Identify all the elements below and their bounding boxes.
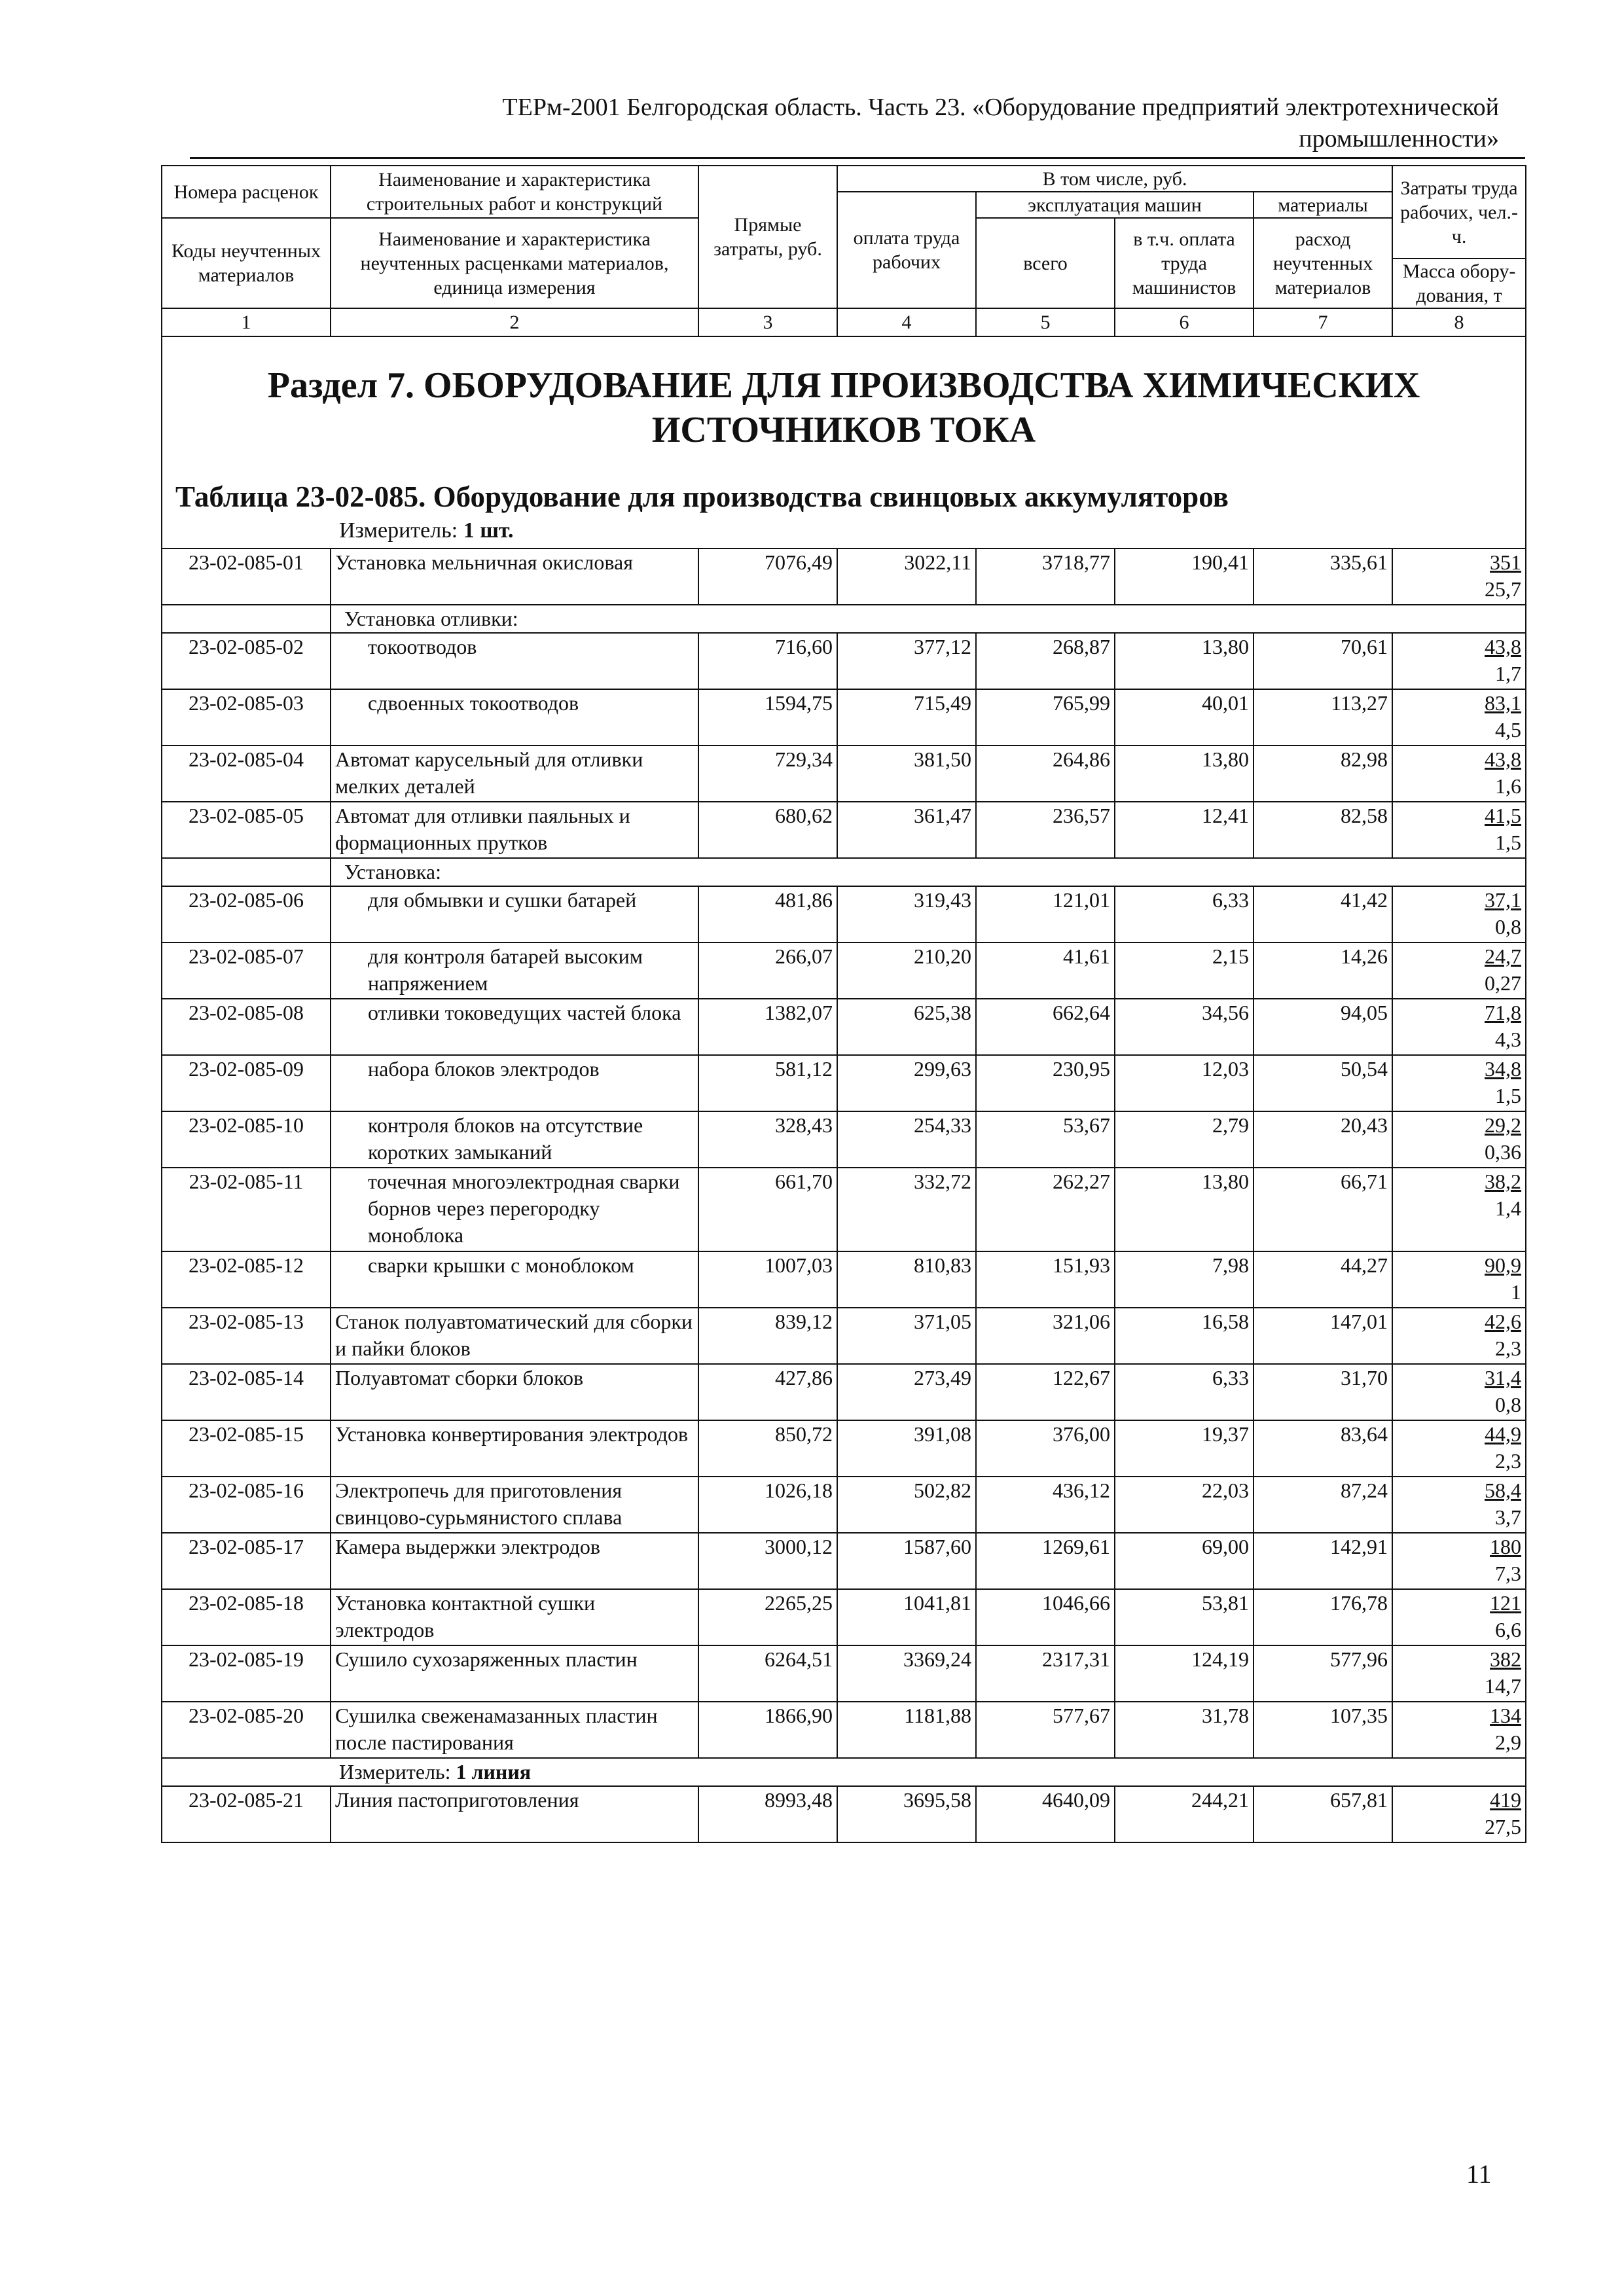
driver-pay: 40,01 [1115, 689, 1254, 745]
table-row [162, 1786, 1526, 1842]
equipment-mass: 2,9 [1495, 1731, 1522, 1754]
col-header-equipment-mass: Масса обору-дования, т [1392, 259, 1526, 308]
rate-name: сдвоенных токоотводов [331, 689, 698, 745]
col-number: 5 [976, 308, 1115, 336]
section-title: Раздел 7. ОБОРУДОВАНИЕ ДЛЯ ПРОИЗВОДСТВА ХИМИЧЕСКИХ ИСТОЧНИКОВ ТОКА [267, 365, 1420, 450]
hours-mass-cell [1392, 1645, 1526, 1702]
running-header-line2: промышленности» [1299, 125, 1499, 152]
materials-cost: 142,91 [1254, 1533, 1392, 1589]
machines-total: 1046,66 [976, 1589, 1115, 1645]
rate-name: Установка конвертирования электродов [331, 1420, 698, 1477]
col-number: 1 [162, 308, 331, 336]
direct-costs: 716,60 [698, 633, 837, 689]
rate-code: 23-02-085-05 [162, 802, 331, 858]
rate-name: точечная многоэлектродная сварки борнов через перегородку моноблока [331, 1168, 698, 1251]
driver-pay: 19,37 [1115, 1420, 1254, 1477]
equipment-mass: 0,8 [1495, 915, 1522, 939]
col-number: 6 [1115, 308, 1254, 336]
table-row [162, 886, 1526, 942]
rate-name: токоотводов [331, 633, 698, 689]
equipment-mass: 4,5 [1495, 718, 1522, 742]
unit-value: 1 шт. [463, 518, 514, 543]
materials-cost: 82,98 [1254, 745, 1392, 802]
equipment-mass: 1,5 [1495, 831, 1522, 854]
labor-hours: 34,8 [1485, 1057, 1522, 1081]
subheading-spacer [162, 605, 331, 633]
driver-pay: 2,79 [1115, 1111, 1254, 1168]
materials-cost: 335,61 [1254, 548, 1392, 605]
machines-total: 2317,31 [976, 1645, 1115, 1702]
equipment-mass: 1,4 [1495, 1196, 1522, 1220]
equipment-mass: 0,27 [1485, 971, 1522, 995]
materials-cost: 66,71 [1254, 1168, 1392, 1251]
labor-hours: 24,7 [1485, 944, 1522, 968]
direct-costs: 1382,07 [698, 999, 837, 1055]
labor-hours: 351 [1490, 550, 1522, 574]
equipment-mass: 2,3 [1495, 1449, 1522, 1473]
hours-mass-cell [1392, 1111, 1526, 1168]
machines-total: 53,67 [976, 1111, 1115, 1168]
rate-name: Полуавтомат сборки блоков [331, 1364, 698, 1420]
worker-pay: 273,49 [837, 1364, 976, 1420]
labor-hours: 41,5 [1485, 804, 1522, 827]
materials-cost: 82,58 [1254, 802, 1392, 858]
unit-line [162, 511, 1525, 548]
direct-costs: 6264,51 [698, 1645, 837, 1702]
direct-costs: 661,70 [698, 1168, 837, 1251]
worker-pay: 319,43 [837, 886, 976, 942]
table-row [162, 999, 1526, 1055]
materials-cost: 70,61 [1254, 633, 1392, 689]
unit-value: 1 линия [456, 1760, 532, 1784]
hours-mass-cell [1392, 1420, 1526, 1477]
direct-costs: 680,62 [698, 802, 837, 858]
materials-cost: 20,43 [1254, 1111, 1392, 1168]
driver-pay: 12,03 [1115, 1055, 1254, 1111]
worker-pay: 1041,81 [837, 1589, 976, 1645]
rate-name: сварки крышки с моноблоком [331, 1251, 698, 1308]
rate-code: 23-02-085-12 [162, 1251, 331, 1308]
page-number: 11 [1466, 2159, 1492, 2189]
subheading-install: Установка: [331, 858, 1526, 886]
table-row [162, 745, 1526, 802]
materials-cost: 83,64 [1254, 1420, 1392, 1477]
direct-costs: 266,07 [698, 942, 837, 999]
table-row [162, 1533, 1526, 1589]
labor-hours: 58,4 [1485, 1479, 1522, 1502]
materials-cost: 94,05 [1254, 999, 1392, 1055]
hours-mass-cell [1392, 548, 1526, 605]
direct-costs: 328,43 [698, 1111, 837, 1168]
driver-pay: 13,80 [1115, 633, 1254, 689]
labor-hours: 90,9 [1485, 1253, 1522, 1277]
rate-name: Установка мельничная окисловая [331, 548, 698, 605]
rate-code: 23-02-085-19 [162, 1645, 331, 1702]
labor-hours: 37,1 [1485, 888, 1522, 912]
materials-cost: 147,01 [1254, 1308, 1392, 1364]
equipment-mass: 7,3 [1495, 1562, 1522, 1585]
rate-code: 23-02-085-16 [162, 1477, 331, 1533]
rate-name: отливки токоведущих частей блока [331, 999, 698, 1055]
table-body [162, 548, 1526, 1842]
col-header-direct-costs: Прямые затраты, руб. [698, 166, 837, 308]
direct-costs: 850,72 [698, 1420, 837, 1477]
labor-hours: 83,1 [1485, 691, 1522, 715]
equipment-mass: 1 [1511, 1280, 1522, 1304]
labor-hours: 44,9 [1485, 1422, 1522, 1446]
worker-pay: 332,72 [837, 1168, 976, 1251]
rate-name: Камера выдержки электродов [331, 1533, 698, 1589]
rate-name: Станок полуавтоматический для сборки и пайки блоков [331, 1308, 698, 1364]
col-number: 4 [837, 308, 976, 336]
rate-code: 23-02-085-02 [162, 633, 331, 689]
table-row [162, 1420, 1526, 1477]
driver-pay: 53,81 [1115, 1589, 1254, 1645]
labor-hours: 38,2 [1485, 1170, 1522, 1193]
table-row [162, 1308, 1526, 1364]
subheading-row [162, 858, 1526, 886]
col-header-material-names: Наименование и характеристика неучтенных расценками материалов, единица измерения [331, 218, 698, 308]
direct-costs: 1007,03 [698, 1251, 837, 1308]
table-row [162, 689, 1526, 745]
labor-hours: 134 [1490, 1704, 1522, 1727]
hours-mass-cell [1392, 1477, 1526, 1533]
rate-code: 23-02-085-10 [162, 1111, 331, 1168]
col-number: 8 [1392, 308, 1526, 336]
machines-total: 230,95 [976, 1055, 1115, 1111]
col-number: 7 [1254, 308, 1392, 336]
driver-pay: 190,41 [1115, 548, 1254, 605]
rate-name: Сушилка свеженамазанных пластин после пастирования [331, 1702, 698, 1758]
hours-mass-cell [1392, 942, 1526, 999]
subheading-casting: Установка отливки: [331, 605, 1526, 633]
driver-pay: 34,56 [1115, 999, 1254, 1055]
subheading-row [162, 605, 1526, 633]
labor-hours: 42,6 [1485, 1310, 1522, 1333]
rate-name: Сушило сухозаряженных пластин [331, 1645, 698, 1702]
hours-mass-cell [1392, 1786, 1526, 1842]
equipment-mass: 4,3 [1495, 1028, 1522, 1051]
worker-pay: 371,05 [837, 1308, 976, 1364]
rate-name: Линия пастоприготовления [331, 1786, 698, 1842]
subheading-spacer [162, 858, 331, 886]
col-header-rate-numbers: Номера расценок [162, 166, 331, 218]
driver-pay: 13,80 [1115, 745, 1254, 802]
machines-total: 376,00 [976, 1420, 1115, 1477]
direct-costs: 581,12 [698, 1055, 837, 1111]
labor-hours: 31,4 [1485, 1366, 1522, 1390]
hours-mass-cell [1392, 1251, 1526, 1308]
direct-costs: 839,12 [698, 1308, 837, 1364]
hours-mass-cell [1392, 1308, 1526, 1364]
direct-costs: 2265,25 [698, 1589, 837, 1645]
driver-pay: 6,33 [1115, 1364, 1254, 1420]
table-row [162, 1364, 1526, 1420]
table-row [162, 802, 1526, 858]
worker-pay: 3022,11 [837, 548, 976, 605]
hours-mass-cell [1392, 1055, 1526, 1111]
hours-mass-cell [1392, 802, 1526, 858]
labor-hours: 382 [1490, 1647, 1522, 1671]
rate-code: 23-02-085-21 [162, 1786, 331, 1842]
worker-pay: 1587,60 [837, 1533, 976, 1589]
worker-pay: 210,20 [837, 942, 976, 999]
materials-cost: 44,27 [1254, 1251, 1392, 1308]
labor-hours: 419 [1490, 1788, 1522, 1812]
equipment-mass: 0,36 [1485, 1140, 1522, 1164]
rate-name: Автомат для отливки паяльных и формационных прутков [331, 802, 698, 858]
table-row [162, 548, 1526, 605]
equipment-mass: 1,7 [1495, 662, 1522, 685]
worker-pay: 254,33 [837, 1111, 976, 1168]
labor-hours: 180 [1490, 1535, 1522, 1558]
running-header [190, 92, 1499, 154]
hours-mass-cell [1392, 1589, 1526, 1645]
hours-mass-cell [1392, 1702, 1526, 1758]
worker-pay: 3695,58 [837, 1786, 976, 1842]
col-number: 2 [331, 308, 698, 336]
hours-mass-cell [1392, 745, 1526, 802]
worker-pay: 391,08 [837, 1420, 976, 1477]
worker-pay: 377,12 [837, 633, 976, 689]
rate-code: 23-02-085-14 [162, 1364, 331, 1420]
col-header-machines: эксплуатация машин [976, 192, 1254, 218]
table-row [162, 1111, 1526, 1168]
rates-table [161, 165, 1526, 1843]
hours-mass-cell [1392, 633, 1526, 689]
machines-total: 662,64 [976, 999, 1115, 1055]
direct-costs: 8993,48 [698, 1786, 837, 1842]
rate-name: Автомат карусельный для отливки мелких деталей [331, 745, 698, 802]
table-row [162, 1645, 1526, 1702]
direct-costs: 3000,12 [698, 1533, 837, 1589]
machines-total: 321,06 [976, 1308, 1115, 1364]
machines-total: 436,12 [976, 1477, 1115, 1533]
equipment-mass: 27,5 [1485, 1815, 1522, 1839]
direct-costs: 427,86 [698, 1364, 837, 1420]
hours-mass-cell [1392, 689, 1526, 745]
driver-pay: 244,21 [1115, 1786, 1254, 1842]
rate-code: 23-02-085-15 [162, 1420, 331, 1477]
driver-pay: 16,58 [1115, 1308, 1254, 1364]
rate-name: набора блоков электродов [331, 1055, 698, 1111]
materials-cost: 14,26 [1254, 942, 1392, 999]
driver-pay: 124,19 [1115, 1645, 1254, 1702]
machines-total: 262,27 [976, 1168, 1115, 1251]
direct-costs: 1026,18 [698, 1477, 837, 1533]
section-heading-cell [162, 336, 1526, 548]
worker-pay: 381,50 [837, 745, 976, 802]
rate-code: 23-02-085-01 [162, 548, 331, 605]
worker-pay: 361,47 [837, 802, 976, 858]
worker-pay: 502,82 [837, 1477, 976, 1533]
direct-costs: 1594,75 [698, 689, 837, 745]
worker-pay: 3369,24 [837, 1645, 976, 1702]
table-row [162, 942, 1526, 999]
col-header-material-codes: Коды неучтенных материалов [162, 218, 331, 308]
hours-mass-cell [1392, 1533, 1526, 1589]
driver-pay: 6,33 [1115, 886, 1254, 942]
rate-code: 23-02-085-08 [162, 999, 331, 1055]
machines-total: 236,57 [976, 802, 1115, 858]
col-header-machines-total: всего [976, 218, 1115, 308]
table-title: Таблица 23-02-085. Оборудование для производства свинцовых аккумуляторов [175, 480, 1229, 513]
rate-code: 23-02-085-11 [162, 1168, 331, 1251]
rate-code: 23-02-085-04 [162, 745, 331, 802]
running-header-line1: ТЕРм-2001 Белгородская область. Часть 23. «Оборудование предприятий электротехнической [502, 94, 1499, 121]
col-header-including: В том числе, руб. [837, 166, 1392, 192]
labor-hours: 43,8 [1485, 747, 1522, 771]
rate-code: 23-02-085-18 [162, 1589, 331, 1645]
driver-pay: 7,98 [1115, 1251, 1254, 1308]
materials-cost: 50,54 [1254, 1055, 1392, 1111]
driver-pay: 69,00 [1115, 1533, 1254, 1589]
materials-cost: 176,78 [1254, 1589, 1392, 1645]
rate-code: 23-02-085-20 [162, 1702, 331, 1758]
machines-total: 577,67 [976, 1702, 1115, 1758]
driver-pay: 31,78 [1115, 1702, 1254, 1758]
driver-pay: 12,41 [1115, 802, 1254, 858]
rate-name: Установка контактной сушки электродов [331, 1589, 698, 1645]
rate-code: 23-02-085-03 [162, 689, 331, 745]
driver-pay: 22,03 [1115, 1477, 1254, 1533]
materials-cost: 41,42 [1254, 886, 1392, 942]
machines-total: 41,61 [976, 942, 1115, 999]
driver-pay: 13,80 [1115, 1168, 1254, 1251]
rate-code: 23-02-085-09 [162, 1055, 331, 1111]
machines-total: 151,93 [976, 1251, 1115, 1308]
equipment-mass: 1,5 [1495, 1084, 1522, 1107]
rate-name: для обмывки и сушки батарей [331, 886, 698, 942]
equipment-mass: 0,8 [1495, 1393, 1522, 1416]
unit-label: Измеритель: [339, 518, 458, 543]
worker-pay: 625,38 [837, 999, 976, 1055]
header-rule [190, 157, 1525, 159]
col-header-driver-pay: в т.ч. оплата труда машинистов [1115, 218, 1254, 308]
unit-line [162, 1758, 1526, 1786]
hours-mass-cell [1392, 886, 1526, 942]
col-header-unaccounted-materials: расход неучтенных материалов [1254, 218, 1392, 308]
machines-total: 121,01 [976, 886, 1115, 942]
materials-cost: 657,81 [1254, 1786, 1392, 1842]
materials-cost: 107,35 [1254, 1702, 1392, 1758]
machines-total: 4640,09 [976, 1786, 1115, 1842]
rate-name: для контроля батарей высоким напряжением [331, 942, 698, 999]
worker-pay: 1181,88 [837, 1702, 976, 1758]
rate-code: 23-02-085-17 [162, 1533, 331, 1589]
col-header-work-name: Наименование и характеристика строительных работ и конструкций [331, 166, 698, 218]
rate-code: 23-02-085-07 [162, 942, 331, 999]
rate-name: контроля блоков на отсутствие коротких замыканий [331, 1111, 698, 1168]
table-row [162, 1589, 1526, 1645]
rate-code: 23-02-085-06 [162, 886, 331, 942]
machines-total: 264,86 [976, 745, 1115, 802]
equipment-mass: 2,3 [1495, 1336, 1522, 1360]
labor-hours: 29,2 [1485, 1113, 1522, 1137]
machines-total: 1269,61 [976, 1533, 1115, 1589]
direct-costs: 1866,90 [698, 1702, 837, 1758]
table-row [162, 1055, 1526, 1111]
worker-pay: 810,83 [837, 1251, 976, 1308]
machines-total: 3718,77 [976, 548, 1115, 605]
materials-cost: 31,70 [1254, 1364, 1392, 1420]
table-row [162, 633, 1526, 689]
equipment-mass: 3,7 [1495, 1505, 1522, 1529]
equipment-mass: 1,6 [1495, 774, 1522, 798]
machines-total: 268,87 [976, 633, 1115, 689]
materials-cost: 87,24 [1254, 1477, 1392, 1533]
col-header-labor-hours: Затраты труда рабочих, чел.-ч. [1392, 166, 1526, 259]
col-number: 3 [698, 308, 837, 336]
hours-mass-cell [1392, 1168, 1526, 1251]
column-number-row [162, 308, 1526, 336]
table-row [162, 1168, 1526, 1251]
col-header-materials: материалы [1254, 192, 1392, 218]
unit-label: Измеритель: [339, 1760, 451, 1784]
labor-hours: 121 [1490, 1591, 1522, 1615]
rate-code: 23-02-085-13 [162, 1308, 331, 1364]
equipment-mass: 25,7 [1485, 577, 1522, 601]
table-row [162, 1477, 1526, 1533]
materials-cost: 113,27 [1254, 689, 1392, 745]
labor-hours: 71,8 [1485, 1001, 1522, 1024]
table-row [162, 1702, 1526, 1758]
materials-cost: 577,96 [1254, 1645, 1392, 1702]
hours-mass-cell [1392, 1364, 1526, 1420]
col-header-worker-pay: оплата труда рабочих [837, 192, 976, 308]
driver-pay: 2,15 [1115, 942, 1254, 999]
equipment-mass: 6,6 [1495, 1618, 1522, 1641]
table-row [162, 1251, 1526, 1308]
direct-costs: 7076,49 [698, 548, 837, 605]
hours-mass-cell [1392, 999, 1526, 1055]
machines-total: 122,67 [976, 1364, 1115, 1420]
worker-pay: 299,63 [837, 1055, 976, 1111]
labor-hours: 43,8 [1485, 635, 1522, 658]
unit-row [162, 1758, 1526, 1786]
direct-costs: 729,34 [698, 745, 837, 802]
direct-costs: 481,86 [698, 886, 837, 942]
rate-name: Электропечь для приготовления свинцово-сурьмянистого сплава [331, 1477, 698, 1533]
equipment-mass: 14,7 [1485, 1674, 1522, 1698]
worker-pay: 715,49 [837, 689, 976, 745]
machines-total: 765,99 [976, 689, 1115, 745]
